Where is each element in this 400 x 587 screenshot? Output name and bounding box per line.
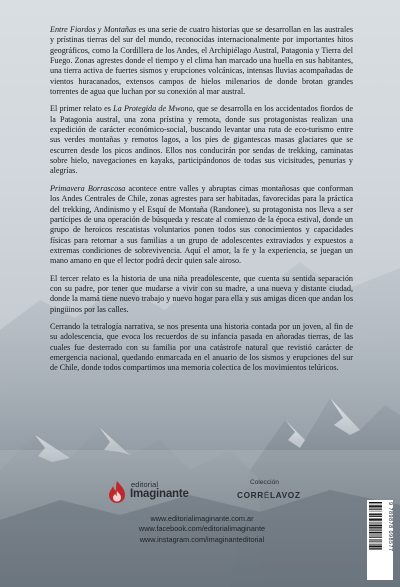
barcode-bar (369, 519, 382, 521)
collection-info (237, 479, 337, 500)
barcode-bar (369, 525, 382, 527)
isbn-barcode (367, 500, 393, 580)
synopsis-paragraph-3: Primavera Borrascosa acontece entre valles y abruptas cimas montañosas que conforman los Andes Centrales de Chile, zonas agrestes para ser habitadas, favorecidas para la práctica del trekking, Andinismo y el Esquí de Montaña (Randonee), su protagonista nos lleva a ser partícipes de una operación de búsqueda y rescate al comienzo de la época estival, donde un grupo de heroicos rescatistas voluntarios ponen todos sus conocimientos y capacidades físicas para retornar a sus familias a un grupo de adolescentes extraviados y expuestos a extremas condiciones de sobrevivencia. Aquí el amor, la fe y la experiencia, se juegan un mano amano en que el lector podrá decir quien sale airoso. (50, 183, 354, 266)
barcode-bar (369, 514, 382, 515)
barcode-bar (369, 509, 382, 510)
facebook-link[interactable]: www.facebook.com/editorialimaginante (138, 524, 266, 534)
barcode-bar (369, 532, 382, 534)
barcode-bar (369, 511, 382, 512)
barcode-bar (369, 545, 382, 547)
barcode-bar (369, 518, 382, 519)
publisher-line-1: editorial (131, 480, 159, 489)
flame-logo-icon (106, 480, 128, 504)
synopsis-paragraph-1: Entre Fiordos y Montañas es una serie de cuatro historias que se desarrollan en las australes y prístinas tierras del sur del mundo, reconocidas internacionalmente por importantes hitos geográficos, como la Cordillera de los Andes, el Archipiélago Austral, Patagonia y Tierra del Fuego. Zonas agrestes donde el tiempo y el clima han marcado una huella en sus habitantes, una tierra activa de fuertes sismos y erupciones volcánicas, intensas lluvias acompañadas de vientos huracanados, extensos campos de hielos milenarios de donde brotan grandes torrentes de agua que luchan por su conexión al mar austral. (50, 25, 353, 97)
barcode-bar (369, 530, 382, 531)
barcode-bar (369, 537, 382, 538)
barcode-number: 9 789878 098577 (387, 502, 393, 552)
barcode-bar (369, 516, 382, 517)
barcode-bar (369, 549, 382, 550)
story-title-1: La Protegida de Mwono (113, 104, 193, 114)
synopsis-text (50, 25, 353, 374)
barcode-bar (369, 541, 382, 542)
instagram-link[interactable]: www.instagram.com/imaginanteditorial (139, 534, 265, 544)
barcode-bar (369, 508, 382, 509)
barcode-bar (369, 548, 382, 549)
publisher-name: Imaginante (130, 488, 189, 500)
publisher-logo (106, 479, 218, 505)
barcode-bar (369, 505, 382, 507)
barcode-bar (369, 522, 382, 523)
series-title: Entre Fiordos y Montañas (50, 25, 137, 34)
collection-name: CORRÉLAVOZ (237, 490, 301, 500)
barcode-bar (369, 513, 382, 514)
barcode-bar (369, 544, 382, 545)
barcode-bar (369, 504, 382, 505)
barcode-bar (369, 502, 382, 503)
barcode-bar (369, 523, 382, 524)
website-link[interactable]: www.editorialimaginante.com.ar (150, 514, 254, 523)
barcode-bar (369, 528, 382, 529)
synopsis-paragraph-4: El tercer relato es la historia de una niña preadolescente, que cuenta su sentida separación con su padre, por tener que mudarse a vivir con su madre, a una nueva y distante ciudad, donde la mamá tiene nuevo trabajo y nuevo hogar para ella y sus amigas dicen que andan los pingüinos por las calles. (50, 273, 353, 314)
publisher-links (100, 514, 304, 545)
synopsis-paragraph-2: El primer relato es La Protegida de Mwono, que se desarrolla en los accidentados fiordos de la Patagonia austral, una zona prístina y remota, donde sus protagonistas realizan una expedición de carácter económico-social, buscando levantar una ruta de eco-turismo entre sus verdes montañas y remotos lagos, a los pies de gigantescas masas glaciares que se escurren desde los picos andinos. Ellos nos conducirán por sendas de trekking, caminatas sobre hielo, navegaciones en kayaks, participándonos de todas sus vicisitudes, penurias y alegrías. (50, 104, 353, 176)
barcode-bar (369, 539, 382, 540)
story-title-2: Primavera Borrascosa (50, 183, 126, 193)
barcode-bar (369, 527, 382, 528)
collection-label: Colección (250, 479, 279, 486)
barcode-bar (369, 543, 382, 544)
barcode-bar (369, 536, 382, 537)
synopsis-paragraph-5: Cerrando la tetralogía narrativa, se nos presenta una historia contada por un joven, al fin de su adolescencia, que evoca los recuerdos de su infancia pasada en añoradas tierras, de las cuales fue desterrado con su familia por una catástrofe natural que revistió carácter de emergencia nacional, quedando enmarcada en el anuario de los sismos y erupciones del sur de Chile, donde todos compartimos una memoria colectica de los movimientos telúricos. (50, 321, 353, 373)
barcode-bar (369, 534, 382, 535)
